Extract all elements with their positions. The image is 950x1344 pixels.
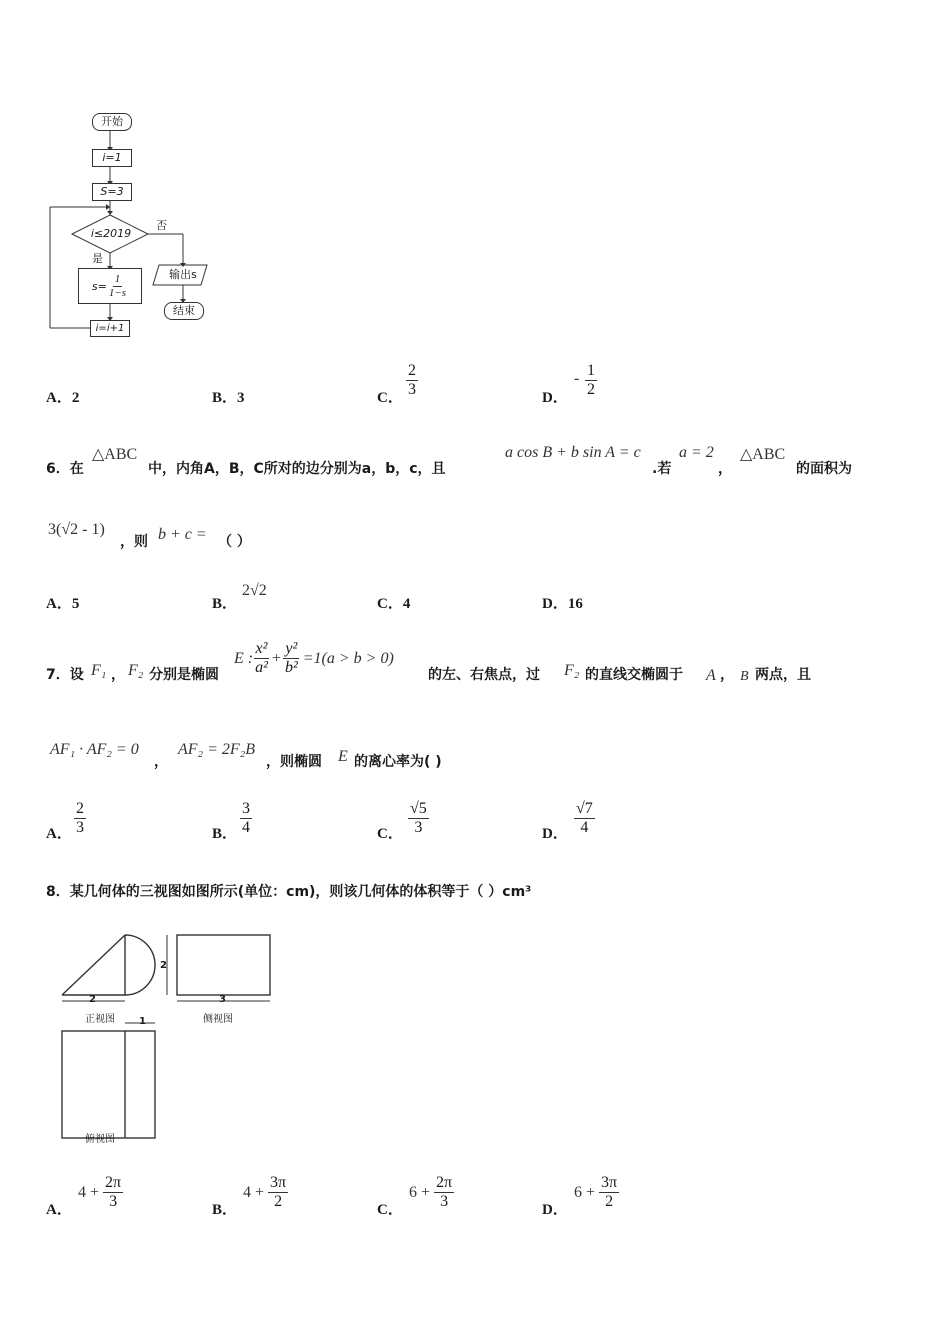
q8-b-num: 3π <box>270 1174 287 1191</box>
q5-c-den: 3 <box>408 381 416 398</box>
q8-b-den: 2 <box>274 1193 283 1210</box>
q7-option-c[interactable] <box>377 822 403 843</box>
q7-ellipse <box>234 640 394 677</box>
q6-paren: （ ） <box>218 534 251 550</box>
q8-option-b[interactable] <box>212 1198 237 1219</box>
q7-cond2: AF₂ = 2F₂B <box>178 741 256 758</box>
q6-triangle2: △ABC <box>740 446 786 463</box>
front-dim-2: 2 <box>89 994 96 1005</box>
q7-ellipse-rest: =1(a > b > 0) <box>302 649 394 667</box>
q5-d-den: 2 <box>587 381 595 398</box>
q7-text1: 分别是椭圆 <box>149 667 219 683</box>
q7-comma2: ， <box>720 667 734 683</box>
q6-a-value: a = 2 <box>679 444 714 461</box>
q7-b-num: 3 <box>242 800 250 817</box>
q7-b-den: 4 <box>242 819 250 836</box>
q8-c-frac <box>434 1174 454 1211</box>
q7-y2: y² <box>285 640 298 657</box>
top-dim-1: 1 <box>139 1016 146 1027</box>
q8-c-whole: 6 + <box>409 1183 431 1201</box>
q7-text4: 两点，且 <box>755 667 811 683</box>
q8-a-letter: A． <box>46 1202 72 1218</box>
flow-assign-frac <box>107 273 128 300</box>
q5-c-frac <box>406 362 418 399</box>
q8-b-letter: B． <box>212 1202 238 1218</box>
q8-d-whole: 6 + <box>574 1183 596 1201</box>
q8-d-den: 2 <box>605 1193 614 1210</box>
q7-a-frac <box>74 800 86 837</box>
q7-c-letter: C． <box>377 826 403 842</box>
q6-c-value: 4 <box>402 596 411 612</box>
q7-frac-x <box>253 640 270 677</box>
q7-a-den: 3 <box>76 819 84 836</box>
q5-option-c[interactable] <box>377 386 403 407</box>
side-dim-3: 3 <box>219 994 226 1005</box>
q7-b-frac <box>240 800 252 837</box>
q7-f1: F₁ <box>91 662 107 679</box>
q6-text3: 的面积为 <box>796 461 852 477</box>
q6-a-value: 5 <box>71 596 80 612</box>
q8-a-frac <box>103 1174 123 1211</box>
q6-triangle: △ABC <box>92 446 138 463</box>
q7-ellipse-e: E : <box>234 649 254 667</box>
q6-sum: b + c = <box>158 526 207 543</box>
q7-prefix: 7．设 <box>46 667 84 683</box>
q5-a-value: 2 <box>71 390 80 406</box>
side-dim-2: 2 <box>160 960 167 971</box>
q7-plus: + <box>271 649 281 667</box>
q8-c-num: 2π <box>436 1174 453 1191</box>
q7-c-den: 3 <box>414 819 423 836</box>
q8-c-expr <box>409 1174 454 1211</box>
flow-assign-lhs: s= <box>91 279 107 293</box>
q6-comma: ， <box>718 461 732 477</box>
flow-increment: i=i+1 <box>90 320 130 337</box>
flow-end: 结束 <box>164 302 204 320</box>
q8-c-letter: C． <box>377 1202 403 1218</box>
q7-point-b: B <box>740 669 749 684</box>
q7-comma: ， <box>111 667 125 683</box>
q8-option-a[interactable] <box>46 1198 72 1219</box>
flow-assign <box>78 268 142 304</box>
flow-assign-den: 1−s <box>108 286 127 299</box>
q7-a-num: 2 <box>76 800 84 817</box>
q8-d-expr <box>574 1174 619 1211</box>
top-view-label: 俯视图 <box>85 1134 115 1145</box>
q6-option-b[interactable] <box>212 592 237 613</box>
q6-c-letter: C． <box>377 596 403 612</box>
q7-c-frac <box>408 800 429 837</box>
q5-c-letter: C． <box>377 390 403 406</box>
q8-b-whole: 4 + <box>243 1183 265 1201</box>
q6-text2: .若 <box>652 461 672 477</box>
q6-option-c[interactable] <box>377 592 410 613</box>
q8-a-whole: 4 + <box>78 1183 100 1201</box>
q7-text2: 的左、右焦点，过 <box>428 667 540 683</box>
q6-option-d[interactable] <box>542 592 583 613</box>
q8-d-num: 3π <box>601 1174 618 1191</box>
q7-f2: F₂ <box>128 662 144 679</box>
q5-d-sign: - <box>574 370 580 387</box>
q8-c-den: 3 <box>440 1193 449 1210</box>
q5-c-num: 2 <box>408 362 416 379</box>
q5-d-num: 1 <box>587 362 595 379</box>
flow-no: 否 <box>156 219 167 232</box>
q6-area: 3(√2 - 1) <box>48 521 105 538</box>
q7-frac-y <box>283 640 300 677</box>
q8-b-frac <box>268 1174 288 1211</box>
q8-d-letter: D． <box>542 1202 568 1218</box>
q5-option-a[interactable] <box>46 386 79 407</box>
q5-option-d[interactable] <box>542 386 568 407</box>
flow-yes: 是 <box>92 252 103 265</box>
q7-option-d[interactable] <box>542 822 568 843</box>
q5-d-letter: D． <box>542 390 568 406</box>
q7-e: E <box>338 748 348 765</box>
q6-text4: ，则 <box>120 534 148 550</box>
flow-init-i: i=1 <box>92 149 132 167</box>
q8-b-expr <box>243 1174 288 1211</box>
q7-a-letter: A． <box>46 826 72 842</box>
q8-a-expr <box>78 1174 123 1211</box>
q6-text1: 中，内角A，B，C所对的边分别为a，b，c，且 <box>148 461 446 477</box>
q7-d-den: 4 <box>580 819 589 836</box>
flow-start: 开始 <box>92 113 132 131</box>
q7-d-num: √7 <box>576 800 593 817</box>
q7-option-b[interactable] <box>212 822 237 843</box>
q8-question: 8．某几何体的三视图如图所示(单位：cm)，则该几何体的体积等于（ ）cm³ <box>46 884 532 900</box>
q7-c-num: √5 <box>410 800 427 817</box>
q5-d-frac <box>585 362 597 399</box>
q5-b-value: 3 <box>237 390 245 406</box>
q7-b-letter: B． <box>212 826 238 842</box>
q5-a-letter: A． <box>46 390 72 406</box>
three-view-drawing <box>55 928 285 1148</box>
q7-b2: b² <box>284 659 298 676</box>
q6-d-letter: D． <box>542 596 568 612</box>
q6-option-a[interactable] <box>46 592 79 613</box>
q7-x2: x² <box>255 640 268 657</box>
q7-d-letter: D． <box>542 826 568 842</box>
q5-option-b[interactable] <box>212 386 245 407</box>
q7-text3: 的直线交椭圆于 <box>585 667 683 683</box>
q6-prefix: 6．在 <box>46 461 84 477</box>
flow-assign-num: 1 <box>114 272 121 285</box>
q8-a-num: 2π <box>105 1174 122 1191</box>
q6-b-letter: B． <box>212 596 238 612</box>
q7-cond1: AF₁ · AF₂ = 0 <box>50 741 139 758</box>
side-view-label: 侧视图 <box>203 1014 233 1025</box>
q7-text5: ，则椭圆 <box>266 754 322 770</box>
q8-a-den: 3 <box>109 1193 118 1210</box>
q7-a2: a² <box>255 659 268 676</box>
q7-f2b: F₂ <box>564 662 580 679</box>
q6-a-letter: A． <box>46 596 72 612</box>
q8-option-c[interactable] <box>377 1198 403 1219</box>
q7-d-frac <box>574 800 595 837</box>
q6-b-value: 2√2 <box>242 582 267 599</box>
flow-condition: i≤2019 <box>90 227 132 240</box>
q6-equation: a cos B + b sin A = c <box>505 444 641 461</box>
q7-text6: 的离心率为( ) <box>354 754 442 770</box>
q7-option-a[interactable] <box>46 822 72 843</box>
front-view-label: 正视图 <box>85 1014 115 1025</box>
q7-comma3: ， <box>154 754 168 770</box>
q7-point-a: A <box>706 667 716 684</box>
flow-init-s: S=3 <box>92 183 132 201</box>
flow-output: 输出s <box>169 268 197 281</box>
q5-b-letter: B． <box>212 390 238 406</box>
q8-option-d[interactable] <box>542 1198 568 1219</box>
q6-d-value: 16 <box>567 596 583 612</box>
q8-d-frac <box>599 1174 619 1211</box>
